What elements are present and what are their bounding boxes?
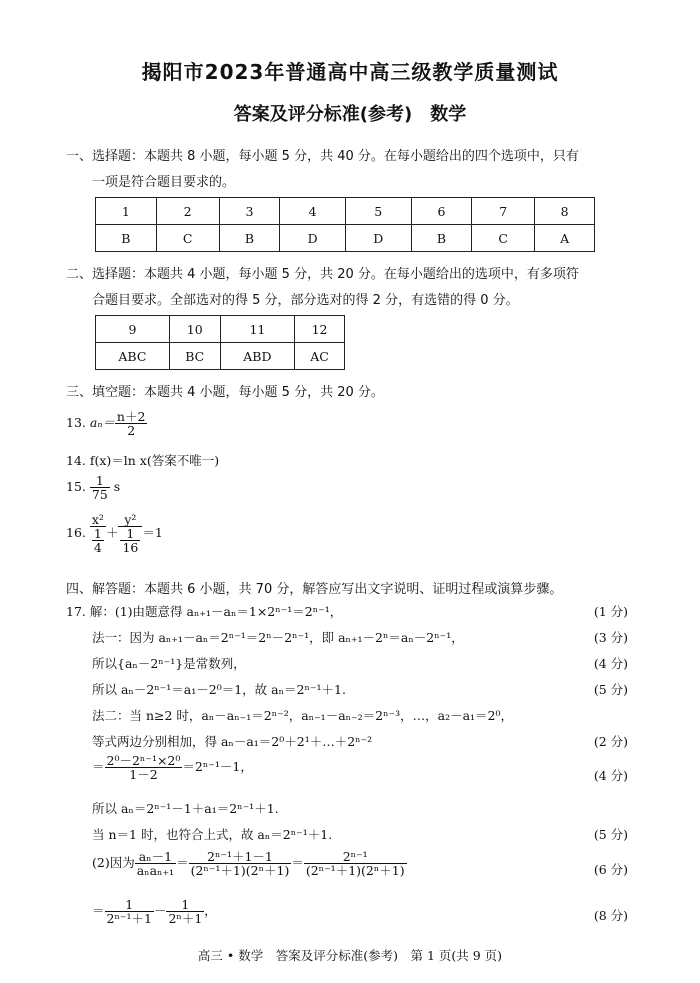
q15-unit: s xyxy=(113,479,121,495)
answer-cell: D xyxy=(280,225,346,252)
answer-cell: ABC xyxy=(96,343,170,370)
solution-line: 所以 aₙ＝2ⁿ⁻¹－1＋a₁＝2ⁿ⁻¹＋1. xyxy=(92,801,279,816)
fraction xyxy=(166,898,204,925)
section2-answer-table xyxy=(95,315,345,370)
document-subtitle: 答案及评分标准(参考) 数学 xyxy=(233,104,467,125)
answer-cell: D xyxy=(345,225,411,252)
question-number: 8 xyxy=(535,198,595,225)
solution-line: 法一：因为 aₙ₊₁－aₙ＝2ⁿ⁻¹＝2ⁿ－2ⁿ⁻¹，即 aₙ₊₁－2ⁿ＝aₙ－2ⁿ⁻¹， xyxy=(92,630,464,645)
equals-sign: ＝ xyxy=(92,903,105,919)
page-footer: 高三 • 数学 答案及评分标准(参考) 第 1 页(共 9 页) xyxy=(197,948,503,963)
table-row xyxy=(96,198,595,225)
score-mark: (3 分) xyxy=(593,630,628,645)
answer-cell: ABD xyxy=(220,343,294,370)
score-mark: (1 分) xyxy=(593,604,628,619)
inner-fraction xyxy=(120,527,140,554)
comma: ， xyxy=(204,903,217,919)
numerator: 1 xyxy=(166,898,204,912)
q13-fraction xyxy=(115,410,148,437)
score-mark: (5 分) xyxy=(593,827,628,842)
answer-cell: B xyxy=(96,225,157,252)
equals-sign: ＝ xyxy=(176,855,189,871)
part2-result xyxy=(92,898,217,925)
denominator: (2ⁿ⁻¹＋1)(2ⁿ＋1) xyxy=(305,863,405,879)
question-number: 1 xyxy=(96,198,157,225)
answer-cell: AC xyxy=(295,343,345,370)
q15-answer xyxy=(66,474,120,501)
answer-cell: C xyxy=(156,225,219,252)
part2-equation xyxy=(92,850,407,877)
solution-line: 当 n＝1 时，也符合上式，故 aₙ＝2ⁿ⁻¹＋1. xyxy=(92,827,333,842)
score-mark: (4 分) xyxy=(593,768,628,783)
section3-heading: 三、填空题：本题共 4 小题，每小题 5 分，共 20 分。 xyxy=(66,385,384,400)
equation-rhs: ＝2ⁿ⁻¹－1， xyxy=(182,759,253,775)
answer-cell: C xyxy=(472,225,535,252)
denominator: 2ⁿ＋1 xyxy=(168,911,203,927)
denominator: 2ⁿ⁻¹＋1 xyxy=(106,911,152,927)
fraction xyxy=(304,850,407,877)
denominator: (2ⁿ⁻¹＋1)(2ⁿ＋1) xyxy=(190,863,290,879)
question-number: 3 xyxy=(219,198,280,225)
q16-answer xyxy=(66,513,163,554)
numerator: aₙ－1 xyxy=(135,850,176,864)
solution-line: 所以{aₙ－2ⁿ⁻¹}是常数列， xyxy=(92,656,246,671)
q15-fraction xyxy=(90,474,110,501)
numerator: n＋2 xyxy=(116,409,146,424)
q16-fraction-x xyxy=(90,513,106,554)
numerator: 2⁰－2ⁿ⁻¹×2⁰ xyxy=(106,753,181,768)
q13-lhs: aₙ＝ xyxy=(89,415,115,431)
table-row xyxy=(96,316,345,343)
numerator: 1 xyxy=(90,474,110,488)
inner-fraction xyxy=(92,527,104,554)
score-mark: (4 分) xyxy=(593,656,628,671)
numerator: 2ⁿ⁻¹＋1－1 xyxy=(189,850,292,864)
q14-answer: 14. f(x)＝ln x(答案不唯一) xyxy=(66,453,220,468)
numerator: x² xyxy=(91,512,104,527)
numerator: 1 xyxy=(120,527,140,541)
fraction xyxy=(135,850,176,877)
section4-heading: 四、解答题：本题共 6 小题，共 70 分，解答应写出文字说明、证明过程或演算步骤。 xyxy=(66,582,563,597)
numerator: 1 xyxy=(105,898,154,912)
q13-label: 13. xyxy=(66,415,86,431)
section1-heading-line2: 一项是符合题目要求的。 xyxy=(92,175,236,190)
table-row xyxy=(96,225,595,252)
denominator: 16 xyxy=(122,540,139,556)
sum-fraction xyxy=(105,754,183,781)
q13-answer xyxy=(66,410,147,437)
q15-label: 15. xyxy=(66,479,86,495)
question-number: 9 xyxy=(96,316,170,343)
numerator: y² xyxy=(118,513,142,527)
question-number: 6 xyxy=(411,198,472,225)
equals-sign: ＝ xyxy=(291,855,304,871)
section1-answer-table xyxy=(95,197,595,252)
score-mark: (8 分) xyxy=(593,908,628,923)
answer-cell: BC xyxy=(169,343,220,370)
minus-sign: － xyxy=(153,903,167,919)
part2-prefix: (2)因为 xyxy=(92,855,135,871)
question-number: 11 xyxy=(220,316,294,343)
plus-sign: ＋ xyxy=(105,525,119,541)
score-mark: (5 分) xyxy=(593,682,628,697)
denominator xyxy=(90,527,106,554)
question-number: 7 xyxy=(472,198,535,225)
answer-cell: B xyxy=(219,225,280,252)
question-number: 12 xyxy=(295,316,345,343)
q16-fraction-y xyxy=(118,513,142,554)
solution-line: 所以 aₙ－2ⁿ⁻¹＝a₁－2⁰＝1，故 aₙ＝2ⁿ⁻¹＋1. xyxy=(92,682,346,697)
answer-cell: B xyxy=(411,225,472,252)
section1-heading-line1: 一、选择题：本题共 8 小题，每小题 5 分，共 40 分。在每小题给出的四个选项中，只有 xyxy=(66,149,579,164)
equation-rhs: ＝1 xyxy=(142,525,163,541)
geometric-sum-line xyxy=(92,754,253,781)
section2-heading-line1: 二、选择题：本题共 4 小题，每小题 5 分，共 20 分。在每小题给出的选项中，有多项符 xyxy=(66,267,579,282)
question-number: 4 xyxy=(280,198,346,225)
score-mark: (2 分) xyxy=(593,734,628,749)
denominator: 2 xyxy=(127,423,136,439)
fraction xyxy=(105,898,154,925)
fraction xyxy=(189,850,292,877)
table-row xyxy=(96,343,345,370)
denominator xyxy=(118,527,142,554)
denominator: 4 xyxy=(93,540,102,556)
numerator: 2ⁿ⁻¹ xyxy=(304,850,407,864)
section2-heading-line2: 合题目要求。全部选对的得 5 分，部分选对的得 2 分，有选错的得 0 分。 xyxy=(92,293,519,308)
question-number: 2 xyxy=(156,198,219,225)
solution-line: 17. 解：(1)由题意得 aₙ₊₁－aₙ＝1×2ⁿ⁻¹＝2ⁿ⁻¹， xyxy=(66,604,343,619)
equals-sign: ＝ xyxy=(92,759,105,775)
numerator: 1 xyxy=(93,526,102,542)
score-mark: (6 分) xyxy=(593,862,628,877)
q16-label: 16. xyxy=(66,525,86,541)
question-number: 5 xyxy=(345,198,411,225)
denominator: 1－2 xyxy=(129,767,158,783)
question-number: 10 xyxy=(169,316,220,343)
solution-line: 法二：当 n≥2 时，aₙ－aₙ₋₁＝2ⁿ⁻²，aₙ₋₁－aₙ₋₂＝2ⁿ⁻³，…，a₂－a₁＝2⁰， xyxy=(92,708,514,723)
document-title: 揭阳市2023年普通高中高三级教学质量测试 xyxy=(141,60,559,84)
denominator: 75 xyxy=(91,487,108,503)
solution-line: 等式两边分别相加，得 aₙ－a₁＝2⁰＋2¹＋…＋2ⁿ⁻² xyxy=(92,734,373,749)
answer-cell: A xyxy=(535,225,595,252)
denominator: aₙaₙ₊₁ xyxy=(136,863,175,879)
